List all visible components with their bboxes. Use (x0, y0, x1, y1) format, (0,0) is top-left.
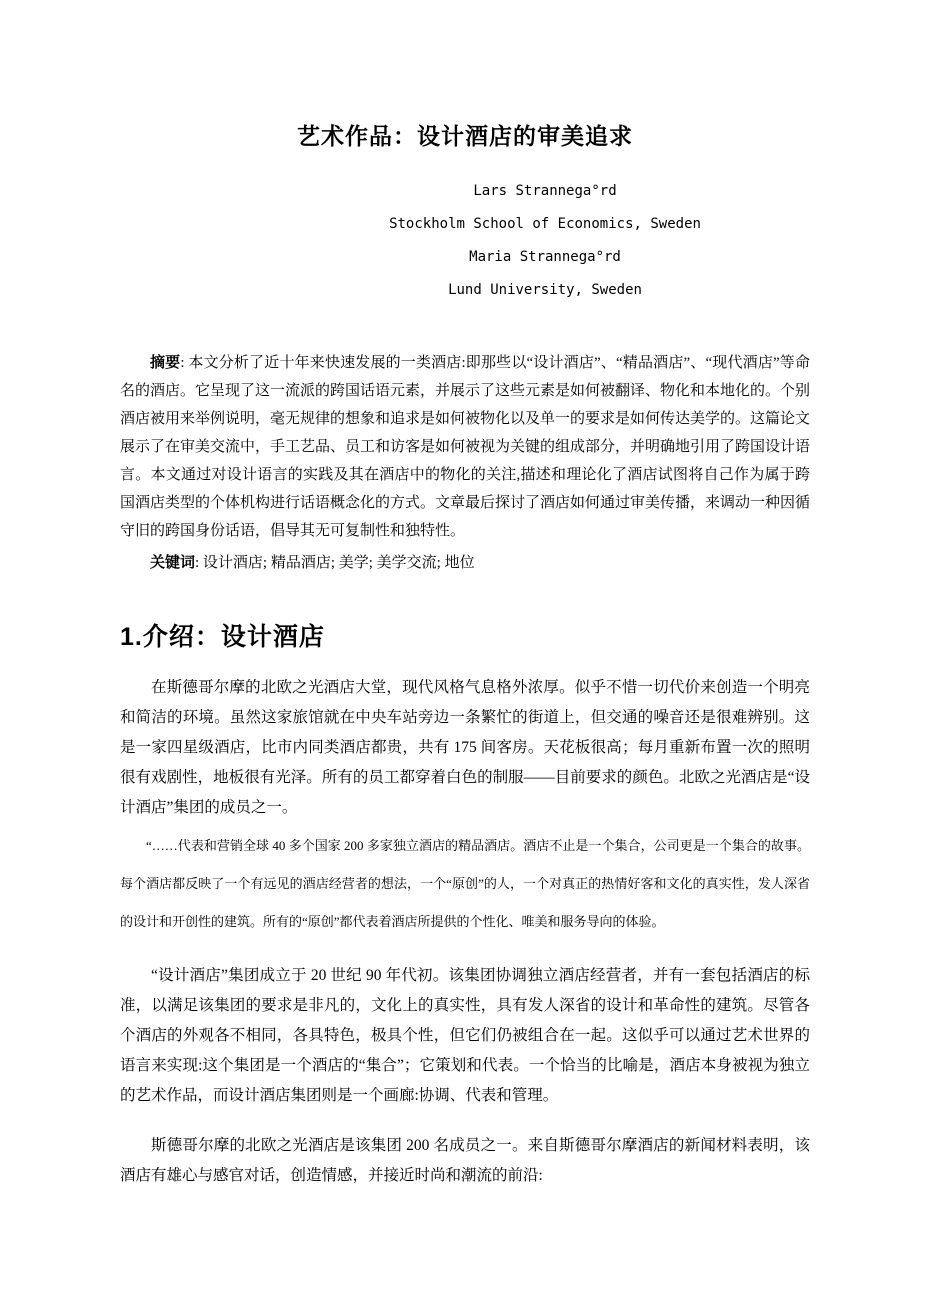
abstract-label: 摘要 (150, 355, 181, 371)
section-1-heading: 1.介绍：设计酒店 (120, 623, 325, 651)
author-name-1: Lars Strannega°rd (473, 183, 617, 199)
author-affiliation-1: Stockholm School of Economics, Sweden (389, 216, 701, 232)
author-affiliation-2: Lund University, Sweden (448, 282, 642, 298)
keywords-label: 关键词 (150, 555, 196, 571)
section-1-paragraph-1: 在斯德哥尔摩的北欧之光酒店大堂，现代风格气息格外浓厚。似乎不惜一切代价来创造一个明亮和简洁的环境。虽然这家旅馆就在中央车站旁边一条繁忙的街道上，但交通的噪音还是很难辨别。这是一家四星级酒店，比市内同类酒店都贵，共有 175 间客房。天花板很高；每月重新布置一次的照明很有戏剧性，地板很有光泽。所有的员工都穿着白色的制服——目前要求的颜色。北欧之光酒店是“设计酒店”集团的成员之一。 (120, 679, 810, 816)
paper-title: 艺术作品：设计酒店的审美追求 (297, 123, 633, 149)
section-1-paragraph-2: “设计酒店”集团成立于 20 世纪 90 年代初。该集团协调独立酒店经营者，并有一套包括酒店的标准，以满足该集团的要求是非凡的，文化上的真实性，具有发人深省的设计和革命性的建筑。尽管各个酒店的外观各不相同，各具特色，极具个性，但它们仍被组合在一起。这似乎可以通过艺术世界的语言来实现:这个集团是一个酒店的“集合”；它策划和代表。一个恰当的比喻是，酒店本身被视为独立的艺术作品，而设计酒店集团则是一个画廊:协调、代表和管理。 (120, 967, 810, 1104)
abstract-paragraph (120, 349, 810, 545)
author-block (120, 175, 810, 307)
section-1-block-quote: “……代表和营销全球 40 多个国家 200 多家独立酒店的精品酒店。酒店不止是一个集合，公司更是一个集合的故事。每个酒店都反映了一个有远见的酒店经营者的想法，一个“原创”的人，一个对真正的热情好客和文化的真实性，发人深省的设计和开创性的建筑。所有的“原创”都代表着酒店所提供的个性化、唯美和服务导向的体验。 (120, 838, 810, 929)
keywords-line (120, 549, 810, 577)
author-name-2: Maria Strannega°rd (469, 249, 621, 265)
keywords-text: : 设计酒店; 精品酒店; 美学; 美学交流; 地位 (195, 555, 475, 571)
abstract-text: : 本文分析了近十年来快速发展的一类酒店:即那些以“设计酒店”、“精品酒店”、“现代酒店”等命名的酒店。它呈现了这一流派的跨国话语元素，并展示了这些元素是如何被翻译、物化和本地化的。个别酒店被用来举例说明，毫无规律的想象和追求是如何被物化以及单一的要求是如何传达美学的。这篇论文展示了在审美交流中，手工艺品、员工和访客是如何被视为关键的组成部分，并明确地引用了跨国设计语言。本文通过对设计语言的实践及其在酒店中的物化的关注,描述和理论化了酒店试图将自己作为属于跨国酒店类型的个体机构进行话语概念化的方式。文章最后探讨了酒店如何通过审美传播，来调动一种因循守旧的跨国身份话语，倡导其无可复制性和独特性。 (120, 355, 811, 539)
section-1-paragraph-3: 斯德哥尔摩的北欧之光酒店是该集团 200 名成员之一。来自斯德哥尔摩酒店的新闻材料表明，该酒店有雄心与感官对话，创造情感，并接近时尚和潮流的前沿: (120, 1137, 810, 1184)
